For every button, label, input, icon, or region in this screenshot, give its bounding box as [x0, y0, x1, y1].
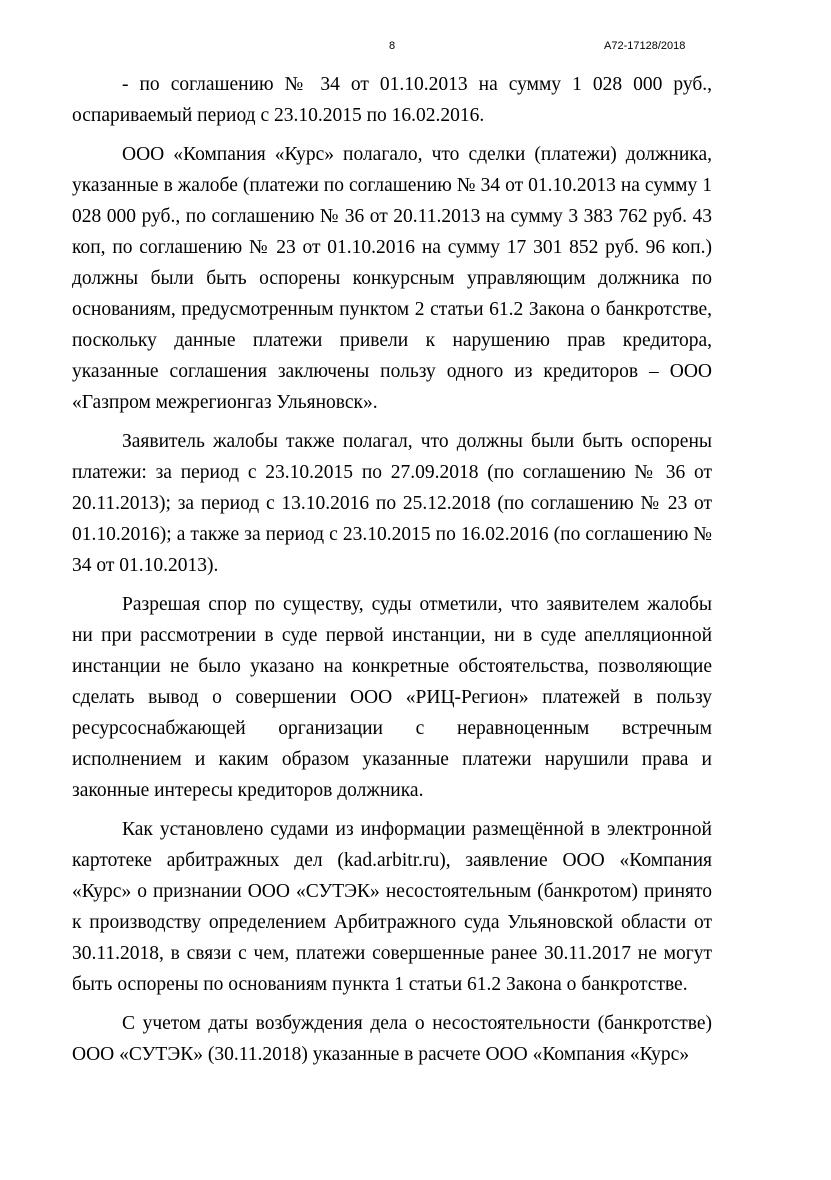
paragraph-5: Как установлено судами из информации размещённой в электронной картотеке арбитражных дел (kad.arbitr.ru), заявление ООО «Компания «Курс» о признании ООО «СУТЭК» несостоятельным (банкротом) принято к производству определением Арбитражного суда Ульяновской области от 30.11.2018, в связи с чем, платежи совершенные ранее 30.11.2017 не могут быть оспорены по основаниям пункта 1 статьи 61.2 Закона о банкротстве. [72, 819, 712, 995]
document-body [72, 69, 712, 1078]
paragraph-2: ООО «Компания «Курс» полагало, что сделки (платежи) должника, указанные в жалобе (платежи по соглашению № 34 от 01.10.2013 на сумму 1 028 000 руб., по соглашению № 36 от 20.11.2013 на сумму 3 383 762 руб. 43 коп, по соглашению № 23 от 01.10.2016 на сумму 17 301 852 руб. 96 коп.) должны были быть оспорены конкурсным управляющим должника по основаниям, предусмотренным пунктом 2 статьи 61.2 Закона о банкротстве, поскольку данные платежи привели к нарушению прав кредитора, указанные соглашения заключены пользу одного из кредиторов – ООО «Газпром межрегионгаз Ульяновск». [72, 144, 712, 413]
case-number: А72-17128/2018 [604, 40, 686, 52]
page-number: 8 [389, 40, 396, 52]
paragraph-1: - по соглашению № 34 от 01.10.2013 на сумму 1 028 000 руб., оспариваемый период с 23.10.2015 по 16.02.2016. [72, 74, 712, 126]
paragraph-4: Разрешая спор по существу, суды отметили, что заявителем жалобы ни при рассмотрении в суде первой инстанции, ни в суде апелляционной инстанции не было указано на конкретные обстоятельства, позволяющие сделать вывод о совершении ООО «РИЦ-Регион» платежей в пользу ресурсоснабжающей организации с неравноценным встречным исполнением и каким образом указанные платежи нарушили права и законные интересы кредиторов должника. [72, 594, 712, 801]
paragraph-3: Заявитель жалобы также полагал, что должны были быть оспорены платежи: за период с 23.10.2015 по 27.09.2018 (по соглашению № 36 от 20.11.2013); за период с 13.10.2016 по 25.12.2018 (по соглашению № 23 от 01.10.2016); а также за период с 23.10.2015 по 16.02.2016 (по соглашению № 34 от 01.10.2013). [72, 431, 712, 576]
paragraph-6: С учетом даты возбуждения дела о несостоятельности (банкротстве) ООО «СУТЭК» (30.11.2018) указанные в расчете ООО «Компания «Курс» [72, 1013, 712, 1065]
